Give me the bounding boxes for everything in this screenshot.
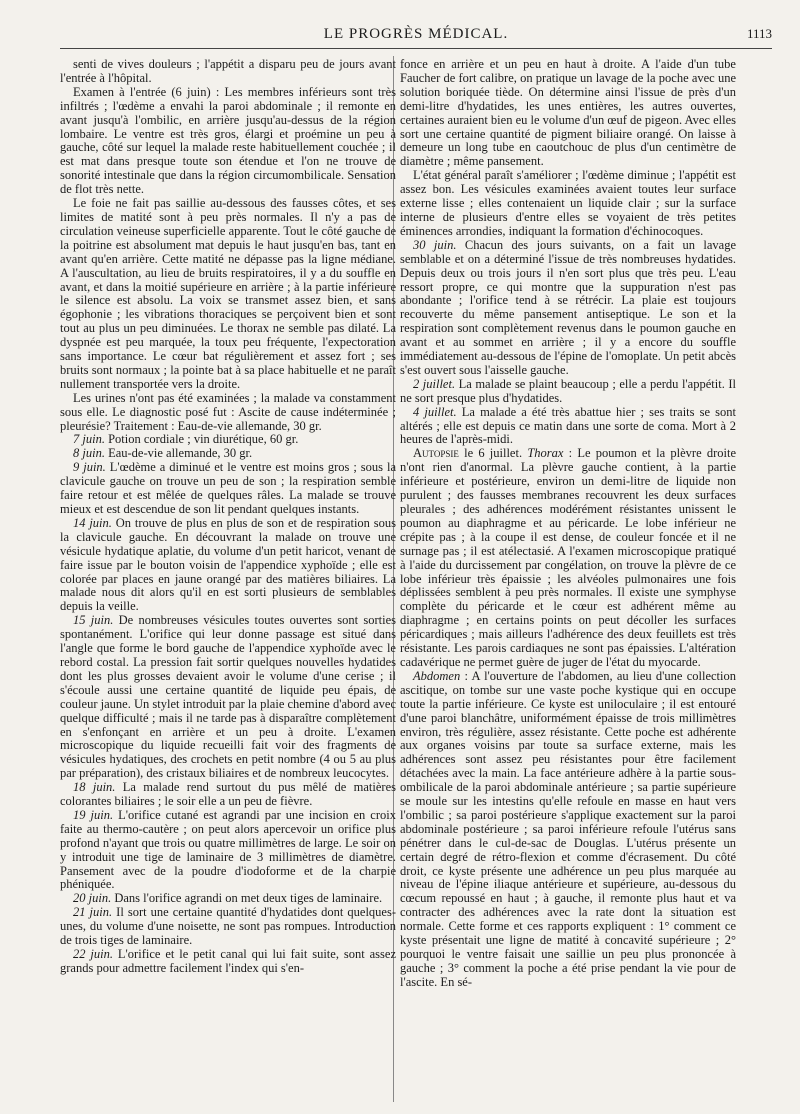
paragraph-text: L'état général paraît s'améliorer ; l'œdème diminue ; l'appétit est assez bon. Les vésicules examinées avaient toutes leur surface externe lisse ; elles contenaient un liquide clair ; sur la surface interne de plusieurs d'entre elles se voyaient de très petites éminences arrondies, indiquant la formation d'échinocoques. [400, 168, 736, 238]
entry-date: 22 juin. [73, 947, 113, 961]
paragraph-text: Eau-de-vie allemande, 30 gr. [104, 446, 253, 461]
paragraph-text: Potion cordiale ; vin diurétique, 60 gr. [104, 432, 299, 447]
paragraph-text: Il sort une certaine quantité d'hydatides dont quelques-unes, du volume d'une noisette, ne sont pas rompues. Introduction de trois tiges de laminaire. [60, 905, 396, 948]
paragraph [400, 406, 736, 448]
paragraph-text: fonce en arrière et un peu en haut à droite. A l'aide d'un tube Faucher de fort calibre, on pratique un lavage de la poche avec une solution boriquée tiède. On détermine ainsi l'issue de près d'un demi-litre d'hydatides, les unes entières, les autres ouvertes, certaines auraient bien eu le volume d'un œuf de pigeon. Avec elles sort une certaine quantité de pigment biliaire orangé. On laisse à demeure un long tube en caoutchouc de plus d'un centimètre de diamètre ; même pansement. [400, 58, 736, 169]
paragraph-text: senti de vives douleurs ; l'appétit a disparu peu de jours avant l'entrée à l'hôpital. [60, 58, 396, 85]
paragraph [60, 58, 396, 86]
entry-date: 19 juin. [73, 807, 114, 822]
entry-date: 20 juin. [73, 891, 112, 906]
paragraph-text: On trouve de plus en plus de son et de respiration sous la clavicule gauche. En découvrant la malade on trouve une vésicule hydatique aplatie, du volume d'un petit haricot, venant de faire issue par le bouton voisin de l'appendice xyphoïde ; elle est colorée par places en jaune orangé par des matières biliaires. La malade nous dit alors qu'il en est sorti plusieurs de semblables depuis la veille. [60, 515, 396, 614]
paragraph [60, 906, 396, 948]
paragraph-text: Les urines n'ont pas été examinées ; la malade va constamment sous elle. Le diagnostic posé fut : Ascite de cause indéterminée ; pleurésie? Traitement : Eau-de-vie allemande, 30 gr. [60, 390, 396, 433]
entry-date: 15 juin. [73, 613, 114, 628]
entry-date: 30 juin. [413, 237, 457, 252]
right-column [400, 58, 736, 1098]
entry-date: 2 juillet. [413, 376, 456, 391]
paragraph-text: Le foie ne fait pas saillie au-dessous des fausses côtes, et ses limites de matité sont à peu près normales. Il n'y a pas de circulation veineuse superficielle apparente. Tout le côté gauche de la poitrine est absolument mat depuis le haut jusqu'en bas, tant en avant qu'en arrière. Cette matité ne dépasse pas la ligne médiane. A l'auscultation, au lieu de bruits respiratoires, il y a du souffle en avant, et dans la moitié supérieure en arrière ; à la partie inférieure le silence est absolu. La voix se transmet assez bien, et sans égophonie ; les vibrations thoraciques se perçoivent bien et sont tout au plus un peu diminuées. Le thorax ne semble pas dilaté. La dyspnée est peu marquée, la toux peu fréquente, l'expectoration sans importance. Le cœur bat régulièrement et assez fort ; ses bruits sont normaux ; la pointe bat à sa place habituelle et ne paraît nullement transportée vers la droite. [60, 196, 396, 391]
entry-date: 8 juin. [73, 446, 105, 461]
paragraph [60, 86, 396, 197]
paragraph-text: Dans l'orifice agrandi on met deux tiges de laminaire. [111, 891, 383, 906]
running-header [60, 26, 772, 49]
paragraph-text: Chacun des jours suivants, on a fait un lavage semblable et on a déterminé l'issue de très nombreuses hydatides. Depuis deux ou trois jours il n'en sort plus que très peu. L'eau ressort propre, ce qui montre que la suppuration n'est pas abondante ; l'orifice tend à se rétrécir. La plaie est toujours recouverte du même pansement antiseptique. Le son et la respiration sont complètement revenus dans le poumon gauche en avant et au sommet en arrière ; il y a encore du souffle immédiatement au-dessous de l'épine de l'omoplate. Un petit abcès s'est ouvert sous l'aisselle gauche. [400, 237, 736, 377]
paragraph-text: De nombreuses vésicules toutes ouvertes sont sorties spontanément. L'orifice qui leur donne passage est situé dans l'angle que forme le bord gauche de l'appendice xyphoïde avec le rebord costal. La pression fait sortir quelques nouvelles hydatides dont les plus grosses devaient avoir le volume d'une cerise ; il s'écoule aussi une certaine quantité de liquide peu épais, de couleur jaune. Un stylet introduit par la plaie chemine d'abord avec quelque difficulté ; mais il ne tarde pas à disparaître complètement en s'enfonçant en arrière et un peu à droite. L'examen microscopique du liquide recueilli fait voir des fragments de vésicules hydatiques, des crochets en petit nombre (4 ou 5 au plus par préparation), des cristaux biliaires et de nombreux leucocytes. [60, 613, 396, 781]
paragraph [400, 58, 736, 169]
paragraph [400, 670, 736, 990]
paragraph [60, 892, 396, 906]
paragraph-text: Examen à l'entrée (6 juin) : Les membres inférieurs sont très infiltrés ; l'œdème a envahi la paroi abdominale ; il remonte en avant jusqu'à l'ombilic, en arrière jusqu'au-dessus de la région lombaire. Le ventre est très gros, élargi et proémine un peu à gauche, côté sur lequel la malade reste habituellement couchée ; il est mat dans presque toute son étendue et l'on ne trouve de sonorité intestinale que dans la région circumombilicale. Sensation de flot très nette. [60, 84, 396, 197]
entry-date: 9 juin. [73, 460, 106, 475]
entry-date: Abdomen [413, 668, 461, 683]
page-number: 1113 [746, 26, 772, 41]
paragraph [60, 809, 396, 892]
paragraph-text: : A l'ouverture de l'abdomen, au lieu d'une collection ascitique, on tombe sur une vaste poche kystique qui en occupe toute la partie inférieure. Ce kyste est uniloculaire ; il est entouré d'une paroi blanchâtre, uniformément épaisse de trois millimètres environ, très régulière, assez résistante. Cette poche est adhérente aux organes voisins par toute sa surface externe, mais les adhérences sont assez peu résistantes pour être facilement détachées avec la main. La face antérieure adhère à la partie sous-ombilicale de la paroi abdominale antérieure ; sa partie supérieure se moule sur les intestins qu'elle refoule en masse en haut vers l'ombilic ; sa paroi postérieure s'applique exactement sur la paroi abdominale postérieure ; sa paroi inférieure refoule l'utérus sans pénétrer dans le cul-de-sac de Douglas. L'utérus présente un certain degré de rétro-flexion et comme d'écrasement. Du côté droit, ce kyste présente une adhérence un peu plus marquée au niveau de l'épine iliaque antérieure et supérieure, au-dessous du cœcum repoussé en haut ; à gauche, il remonte plus haut et va contracter des adhérences avec la rate dont la situation est normale. Cette forme et ces rapports expliquent : 1° comment ce kyste présentait une ligne de matité à concavité supérieure ; 2° pourquoi le ventre faisait une saillie un peu plus prononcée à gauche ; 3° comment la poche a été prise pendant la vie pour de l'ascite. En sé- [400, 668, 736, 989]
paragraph-text: le 6 juillet. [458, 446, 528, 461]
section-heading: Autopsie [413, 446, 459, 461]
entry-date: 14 juin. [73, 515, 112, 530]
paragraph [400, 447, 736, 670]
paragraph [60, 461, 396, 517]
paragraph [60, 447, 396, 461]
subheading: Thorax [527, 446, 564, 461]
paragraph-text: L'œdème a diminué et le ventre est moins gros ; sous la clavicule gauche on trouve un peu de son ; la respiration semble faire retour et est mêlée de quelques râles. La malade se trouve mieux et est descendue de son lit pendant quelques instants. [60, 460, 396, 516]
paragraph [60, 433, 396, 447]
paragraph [60, 614, 396, 781]
paragraph [60, 517, 396, 614]
paragraph [60, 392, 396, 434]
paragraph [60, 781, 396, 809]
paragraph-text: La malade rend surtout du pus mêlé de matières colorantes biliaires ; le soir elle a un peu de fièvre. [60, 780, 396, 809]
left-column [60, 58, 396, 1098]
paragraph [400, 378, 736, 406]
paragraph-text: La malade se plaint beaucoup ; elle a perdu l'appétit. Il ne sort presque plus d'hydatides. [400, 376, 736, 405]
paragraph-text: L'orifice cutané est agrandi par une incision en croix faite au thermo-cautère ; on peut alors apercevoir un orifice plus profond n'ayant que trois ou quatre millimètres de large. Le soir on y introduit une tige de laminaire de 3 millimètres de diamètre. Pansement avec de la poudre d'iodoforme et de la charpie phéniquée. [60, 807, 396, 892]
paragraph-text: La malade a été très abattue hier ; ses traits se sont altérés ; elle est depuis ce matin dans une sorte de coma. Mort à 2 heures de l'après-midi. [400, 404, 736, 447]
paragraph [60, 948, 396, 976]
paragraph-text: L'orifice et le petit canal qui lui fait suite, sont assez grands pour admettre facilement l'index qui s'en- [60, 947, 396, 975]
paragraph [400, 239, 736, 378]
paragraph [400, 169, 736, 239]
paragraph [60, 197, 396, 392]
entry-date: 21 juin. [73, 905, 113, 920]
entry-date: 4 juillet. [413, 404, 457, 419]
entry-date: 18 juin. [73, 780, 116, 795]
paragraph-text: : Le poumon et la plèvre droite n'ont rien d'anormal. La plèvre gauche contient, à la partie inférieure et postérieure, environ un demi-litre de liquide non purulent ; des fausses membranes recouvrent les deux surfaces pleurales ; des adhérences modérément résistantes unissent le poumon au diaphragme et au péricarde. Le lobe inférieur ne crépite pas ; à la coupe il est dense, de couleur foncée et il ne surnage pas ; il est atélectasié. A l'examen microscopique pratiqué à l'aide du durcissement par congélation, on trouve la plèvre de ce lobe inférieur très épaissie ; les alvéoles pulmonaires une fois déplissées semblent à peu près normales. Il existe une symphyse complète du péricarde et le cœur est adhérent même au diaphragme ; en certains points on peut décoller les surfaces péricardiques ; mais ailleurs l'adhérence des deux feuillets est très résistante. Les parois cardiaques ne sont pas épaissies. L'altération cadavérique ne permet guère de juger de l'état du myocarde. [400, 446, 736, 669]
journal-title: LE PROGRÈS MÉDICAL. [323, 26, 509, 42]
entry-date: 7 juin. [73, 432, 105, 447]
